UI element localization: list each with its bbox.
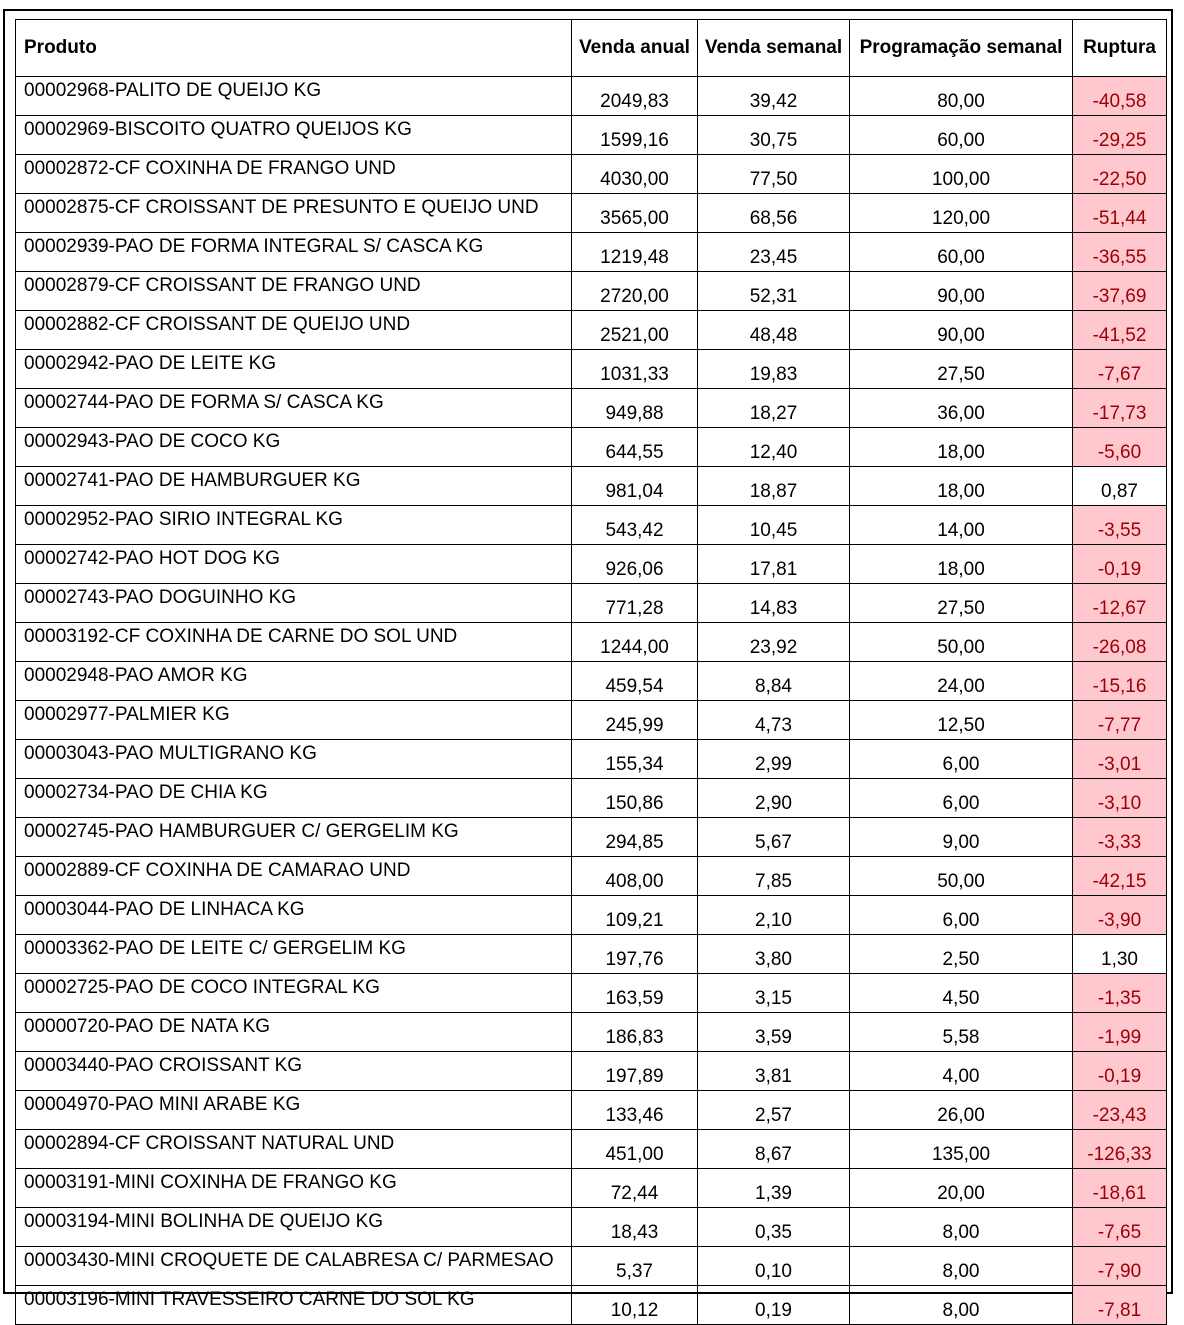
cell-programacao-semanal: 80,00	[850, 77, 1073, 116]
table-row	[16, 389, 1167, 428]
cell-venda-anual: 1244,00	[572, 623, 698, 662]
cell-venda-anual: 1219,48	[572, 233, 698, 272]
cell-produto: 00002745-PAO HAMBURGUER C/ GERGELIM KG	[16, 818, 572, 857]
cell-produto: 00004970-PAO MINI ARABE KG	[16, 1091, 572, 1130]
cell-venda-semanal: 0,10	[698, 1247, 850, 1286]
cell-venda-semanal: 18,27	[698, 389, 850, 428]
table-row	[16, 1169, 1167, 1208]
cell-programacao-semanal: 4,00	[850, 1052, 1073, 1091]
cell-ruptura: 0,87	[1073, 467, 1167, 506]
table-row	[16, 350, 1167, 389]
cell-produto: 00002889-CF COXINHA DE CAMARAO UND	[16, 857, 572, 896]
table-row	[16, 701, 1167, 740]
cell-venda-semanal: 4,73	[698, 701, 850, 740]
cell-ruptura: -36,55	[1073, 233, 1167, 272]
cell-venda-semanal: 23,45	[698, 233, 850, 272]
cell-programacao-semanal: 27,50	[850, 584, 1073, 623]
cell-ruptura: -22,50	[1073, 155, 1167, 194]
cell-venda-anual: 1031,33	[572, 350, 698, 389]
cell-venda-semanal: 2,10	[698, 896, 850, 935]
cell-ruptura: -3,01	[1073, 740, 1167, 779]
cell-programacao-semanal: 20,00	[850, 1169, 1073, 1208]
cell-venda-semanal: 52,31	[698, 272, 850, 311]
cell-produto: 00002879-CF CROISSANT DE FRANGO UND	[16, 272, 572, 311]
table-row	[16, 467, 1167, 506]
cell-venda-semanal: 2,57	[698, 1091, 850, 1130]
table-row	[16, 974, 1167, 1013]
cell-produto: 00002734-PAO DE CHIA KG	[16, 779, 572, 818]
cell-ruptura: -26,08	[1073, 623, 1167, 662]
cell-venda-semanal: 30,75	[698, 116, 850, 155]
cell-venda-anual: 949,88	[572, 389, 698, 428]
cell-ruptura: -7,77	[1073, 701, 1167, 740]
table-body	[16, 77, 1167, 1325]
cell-venda-semanal: 17,81	[698, 545, 850, 584]
cell-venda-anual: 543,42	[572, 506, 698, 545]
cell-ruptura: -18,61	[1073, 1169, 1167, 1208]
cell-ruptura: -3,33	[1073, 818, 1167, 857]
cell-venda-semanal: 14,83	[698, 584, 850, 623]
cell-produto: 00003194-MINI BOLINHA DE QUEIJO KG	[16, 1208, 572, 1247]
cell-venda-anual: 451,00	[572, 1130, 698, 1169]
cell-venda-semanal: 39,42	[698, 77, 850, 116]
header-ruptura: Ruptura	[1073, 20, 1167, 77]
cell-programacao-semanal: 50,00	[850, 623, 1073, 662]
table-row	[16, 116, 1167, 155]
cell-venda-semanal: 18,87	[698, 467, 850, 506]
cell-ruptura: -7,67	[1073, 350, 1167, 389]
cell-programacao-semanal: 50,00	[850, 857, 1073, 896]
cell-produto: 00002948-PAO AMOR KG	[16, 662, 572, 701]
cell-programacao-semanal: 90,00	[850, 311, 1073, 350]
cell-produto: 00003044-PAO DE LINHACA KG	[16, 896, 572, 935]
cell-ruptura: -3,90	[1073, 896, 1167, 935]
table-row	[16, 584, 1167, 623]
cell-programacao-semanal: 4,50	[850, 974, 1073, 1013]
cell-ruptura: -42,15	[1073, 857, 1167, 896]
table-row	[16, 935, 1167, 974]
cell-venda-semanal: 10,45	[698, 506, 850, 545]
cell-venda-semanal: 77,50	[698, 155, 850, 194]
table-row	[16, 662, 1167, 701]
cell-programacao-semanal: 135,00	[850, 1130, 1073, 1169]
cell-programacao-semanal: 18,00	[850, 428, 1073, 467]
cell-venda-semanal: 8,84	[698, 662, 850, 701]
cell-produto: 00002741-PAO DE HAMBURGUER KG	[16, 467, 572, 506]
cell-venda-anual: 197,76	[572, 935, 698, 974]
cell-programacao-semanal: 8,00	[850, 1247, 1073, 1286]
cell-produto: 00000720-PAO DE NATA KG	[16, 1013, 572, 1052]
cell-ruptura: -7,65	[1073, 1208, 1167, 1247]
cell-venda-anual: 155,34	[572, 740, 698, 779]
table-row	[16, 1052, 1167, 1091]
cell-produto: 00002744-PAO DE FORMA S/ CASCA KG	[16, 389, 572, 428]
cell-produto: 00002943-PAO DE COCO KG	[16, 428, 572, 467]
table-row	[16, 1130, 1167, 1169]
cell-produto: 00002743-PAO DOGUINHO KG	[16, 584, 572, 623]
cell-produto: 00002968-PALITO DE QUEIJO KG	[16, 77, 572, 116]
cell-programacao-semanal: 60,00	[850, 233, 1073, 272]
cell-produto: 00002875-CF CROISSANT DE PRESUNTO E QUEIJO UND	[16, 194, 572, 233]
table-row	[16, 896, 1167, 935]
cell-programacao-semanal: 60,00	[850, 116, 1073, 155]
cell-venda-semanal: 8,67	[698, 1130, 850, 1169]
table-row	[16, 311, 1167, 350]
cell-venda-anual: 186,83	[572, 1013, 698, 1052]
cell-venda-anual: 3565,00	[572, 194, 698, 233]
cell-ruptura: -7,90	[1073, 1247, 1167, 1286]
cell-venda-anual: 2521,00	[572, 311, 698, 350]
cell-programacao-semanal: 12,50	[850, 701, 1073, 740]
cell-ruptura: -17,73	[1073, 389, 1167, 428]
cell-programacao-semanal: 9,00	[850, 818, 1073, 857]
cell-ruptura: -126,33	[1073, 1130, 1167, 1169]
table-row	[16, 1091, 1167, 1130]
cell-produto: 00003191-MINI COXINHA DE FRANGO KG	[16, 1169, 572, 1208]
cell-venda-semanal: 2,99	[698, 740, 850, 779]
cell-programacao-semanal: 120,00	[850, 194, 1073, 233]
cell-venda-semanal: 3,59	[698, 1013, 850, 1052]
cell-venda-anual: 150,86	[572, 779, 698, 818]
cell-venda-semanal: 0,19	[698, 1286, 850, 1325]
cell-produto: 00002942-PAO DE LEITE KG	[16, 350, 572, 389]
cell-programacao-semanal: 6,00	[850, 779, 1073, 818]
cell-produto: 00002872-CF COXINHA DE FRANGO UND	[16, 155, 572, 194]
cell-produto: 00002742-PAO HOT DOG KG	[16, 545, 572, 584]
cell-ruptura: -29,25	[1073, 116, 1167, 155]
header-programacao-semanal: Programação semanal	[850, 20, 1073, 77]
cell-ruptura: -41,52	[1073, 311, 1167, 350]
cell-ruptura: -15,16	[1073, 662, 1167, 701]
cell-produto: 00002894-CF CROISSANT NATURAL UND	[16, 1130, 572, 1169]
table-row	[16, 1208, 1167, 1247]
cell-ruptura: -37,69	[1073, 272, 1167, 311]
cell-ruptura: -3,55	[1073, 506, 1167, 545]
cell-programacao-semanal: 6,00	[850, 740, 1073, 779]
table-row	[16, 233, 1167, 272]
cell-venda-anual: 926,06	[572, 545, 698, 584]
cell-venda-anual: 1599,16	[572, 116, 698, 155]
table-row	[16, 818, 1167, 857]
ruptura-table	[15, 19, 1167, 1325]
cell-produto: 00002977-PALMIER KG	[16, 701, 572, 740]
table-row	[16, 857, 1167, 896]
cell-venda-anual: 2049,83	[572, 77, 698, 116]
cell-ruptura: -7,81	[1073, 1286, 1167, 1325]
cell-venda-anual: 133,46	[572, 1091, 698, 1130]
cell-ruptura: -0,19	[1073, 1052, 1167, 1091]
cell-ruptura: -51,44	[1073, 194, 1167, 233]
cell-ruptura: 1,30	[1073, 935, 1167, 974]
cell-programacao-semanal: 5,58	[850, 1013, 1073, 1052]
cell-programacao-semanal: 90,00	[850, 272, 1073, 311]
cell-produto: 00003196-MINI TRAVESSEIRO CARNE DO SOL KG	[16, 1286, 572, 1325]
table-row	[16, 428, 1167, 467]
cell-venda-semanal: 3,81	[698, 1052, 850, 1091]
cell-venda-anual: 294,85	[572, 818, 698, 857]
table-row	[16, 1286, 1167, 1325]
cell-venda-semanal: 2,90	[698, 779, 850, 818]
cell-produto: 00003440-PAO CROISSANT KG	[16, 1052, 572, 1091]
table-row	[16, 272, 1167, 311]
cell-venda-anual: 245,99	[572, 701, 698, 740]
cell-produto: 00002882-CF CROISSANT DE QUEIJO UND	[16, 311, 572, 350]
cell-programacao-semanal: 100,00	[850, 155, 1073, 194]
cell-programacao-semanal: 24,00	[850, 662, 1073, 701]
cell-produto: 00002969-BISCOITO QUATRO QUEIJOS KG	[16, 116, 572, 155]
cell-venda-anual: 72,44	[572, 1169, 698, 1208]
header-row	[16, 20, 1167, 77]
cell-venda-anual: 644,55	[572, 428, 698, 467]
cell-produto: 00002725-PAO DE COCO INTEGRAL KG	[16, 974, 572, 1013]
cell-programacao-semanal: 26,00	[850, 1091, 1073, 1130]
cell-programacao-semanal: 18,00	[850, 545, 1073, 584]
cell-ruptura: -1,99	[1073, 1013, 1167, 1052]
table-row	[16, 155, 1167, 194]
header-venda-semanal: Venda semanal	[698, 20, 850, 77]
cell-produto: 00003362-PAO DE LEITE C/ GERGELIM KG	[16, 935, 572, 974]
cell-venda-semanal: 68,56	[698, 194, 850, 233]
cell-venda-anual: 4030,00	[572, 155, 698, 194]
table-row	[16, 194, 1167, 233]
cell-venda-anual: 408,00	[572, 857, 698, 896]
cell-ruptura: -1,35	[1073, 974, 1167, 1013]
cell-programacao-semanal: 36,00	[850, 389, 1073, 428]
cell-venda-semanal: 12,40	[698, 428, 850, 467]
cell-programacao-semanal: 8,00	[850, 1208, 1073, 1247]
cell-venda-anual: 981,04	[572, 467, 698, 506]
cell-ruptura: -23,43	[1073, 1091, 1167, 1130]
cell-venda-anual: 2720,00	[572, 272, 698, 311]
cell-venda-semanal: 48,48	[698, 311, 850, 350]
cell-venda-semanal: 19,83	[698, 350, 850, 389]
table-row	[16, 77, 1167, 116]
cell-venda-semanal: 1,39	[698, 1169, 850, 1208]
cell-ruptura: -3,10	[1073, 779, 1167, 818]
cell-venda-semanal: 5,67	[698, 818, 850, 857]
cell-ruptura: -5,60	[1073, 428, 1167, 467]
cell-programacao-semanal: 8,00	[850, 1286, 1073, 1325]
header-venda-anual: Venda anual	[572, 20, 698, 77]
cell-ruptura: -12,67	[1073, 584, 1167, 623]
table-row	[16, 506, 1167, 545]
cell-programacao-semanal: 18,00	[850, 467, 1073, 506]
table-row	[16, 623, 1167, 662]
cell-programacao-semanal: 14,00	[850, 506, 1073, 545]
cell-venda-semanal: 3,80	[698, 935, 850, 974]
cell-produto: 00003043-PAO MULTIGRANO KG	[16, 740, 572, 779]
cell-venda-anual: 459,54	[572, 662, 698, 701]
cell-venda-anual: 197,89	[572, 1052, 698, 1091]
cell-venda-semanal: 7,85	[698, 857, 850, 896]
table-row	[16, 740, 1167, 779]
cell-venda-anual: 5,37	[572, 1247, 698, 1286]
cell-produto: 00002939-PAO DE FORMA INTEGRAL S/ CASCA KG	[16, 233, 572, 272]
cell-ruptura: -40,58	[1073, 77, 1167, 116]
cell-venda-anual: 10,12	[572, 1286, 698, 1325]
cell-ruptura: -0,19	[1073, 545, 1167, 584]
cell-programacao-semanal: 6,00	[850, 896, 1073, 935]
table-row	[16, 779, 1167, 818]
table-row	[16, 1013, 1167, 1052]
cell-programacao-semanal: 2,50	[850, 935, 1073, 974]
cell-venda-anual: 109,21	[572, 896, 698, 935]
cell-produto: 00002952-PAO SIRIO INTEGRAL KG	[16, 506, 572, 545]
cell-programacao-semanal: 27,50	[850, 350, 1073, 389]
table-row	[16, 545, 1167, 584]
cell-produto: 00003430-MINI CROQUETE DE CALABRESA C/ PARMESAO	[16, 1247, 572, 1286]
cell-venda-anual: 163,59	[572, 974, 698, 1013]
cell-produto: 00003192-CF COXINHA DE CARNE DO SOL UND	[16, 623, 572, 662]
cell-venda-semanal: 23,92	[698, 623, 850, 662]
table-header	[16, 20, 1167, 77]
table-row	[16, 1247, 1167, 1286]
header-produto: Produto	[16, 20, 572, 77]
cell-venda-anual: 771,28	[572, 584, 698, 623]
cell-venda-semanal: 3,15	[698, 974, 850, 1013]
cell-venda-semanal: 0,35	[698, 1208, 850, 1247]
cell-venda-anual: 18,43	[572, 1208, 698, 1247]
